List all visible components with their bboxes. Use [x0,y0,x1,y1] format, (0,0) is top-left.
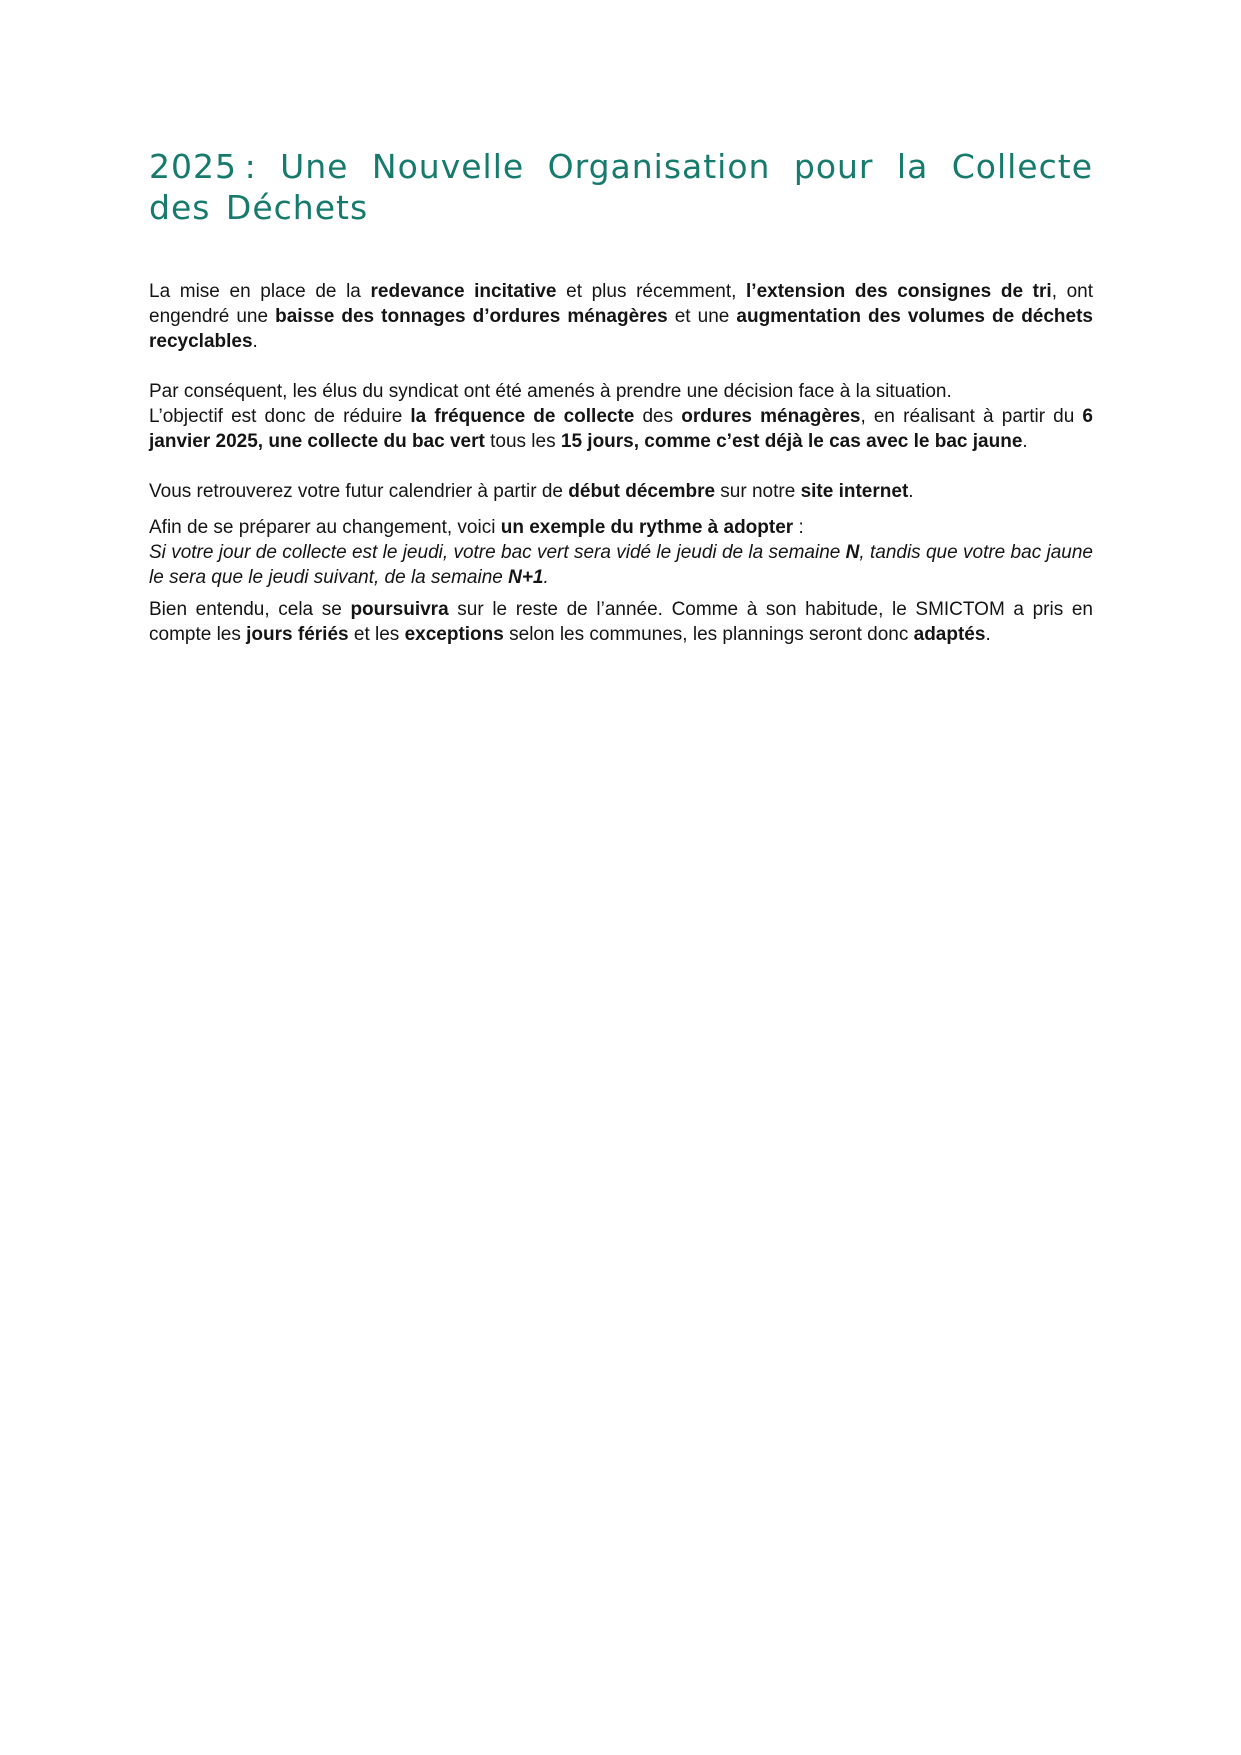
bold-text: poursuivra [350,599,449,620]
paragraph-objective [149,404,1093,454]
document-body [149,279,1093,647]
bold-text: adaptés [913,624,986,645]
paragraph-context [149,279,1093,354]
bold-text: site internet [800,481,909,502]
bold-text: N [845,542,860,563]
bold-text: l’extension des consignes de tri [746,281,1052,302]
bold-text: augmentation des volumes de déchets recyclables [149,306,1094,352]
bold-text: N+1 [508,567,544,588]
text-span: Par conséquent, les élus du syndicat ont été amenés à prendre une décision face à la situation. [149,381,952,402]
text-span: . [985,624,991,645]
text-span: . [908,481,914,502]
bold-text: un exemple du rythme à adopter [500,517,794,538]
text-span: Vous retrouverez votre futur calendrier à partir de [149,481,569,502]
text-span: . [543,567,549,588]
text-span: sur le reste de l’année. Comme à son habitude, le SMICTOM a pris en compte les [149,599,1093,645]
text-span: . [252,331,258,352]
bold-text: exceptions [404,624,504,645]
page-title: 2025 : Une Nouvelle Organisation pour la Collecte des Déchets [149,147,1093,227]
text-span: des [634,406,682,427]
text-span: selon les communes, les plannings seront donc [503,624,914,645]
text-span: et plus récemment, [556,281,747,302]
document-page [149,146,1093,647]
text-span: : [793,517,804,538]
bold-text: 15 jours, comme c’est déjà le cas avec le bac jaune [560,431,1023,452]
bold-text: baisse des tonnages d’ordures ménagères [275,306,668,327]
text-span: La mise en place de la [149,281,371,302]
bold-text: la fréquence de collecte [410,406,635,427]
paragraph-conclusion [149,597,1093,647]
paragraph-calendar [149,479,1093,504]
bold-text: jours fériés [246,624,349,645]
bold-text: 6 janvier 2025, une collecte du bac vert [149,406,1093,452]
text-span: , tandis que votre bac jaune le sera que le jeudi suivant, de la semaine [149,542,1093,588]
text-span: tous les [484,431,561,452]
text-span: Si votre jour de collecte est le jeudi, votre bac vert sera vidé le jeudi de la semaine [149,542,846,563]
text-span: et une [667,306,737,327]
text-span: Afin de se préparer au changement, voici [149,517,501,538]
bold-text: ordures ménagères [681,406,861,427]
text-span: L’objectif est donc de réduire [149,406,411,427]
text-span: , en réalisant à partir du [860,406,1083,427]
text-span: Bien entendu, cela se [149,599,351,620]
paragraph-example-intro [149,515,1093,540]
text-span: sur notre [715,481,801,502]
paragraph-example [149,540,1093,590]
paragraph-decision [149,379,1093,404]
text-span: , ont engendré une [149,281,1094,327]
bold-text: redevance incitative [370,281,557,302]
text-span: . [1022,431,1028,452]
bold-text: début décembre [568,481,716,502]
text-span: et les [348,624,405,645]
